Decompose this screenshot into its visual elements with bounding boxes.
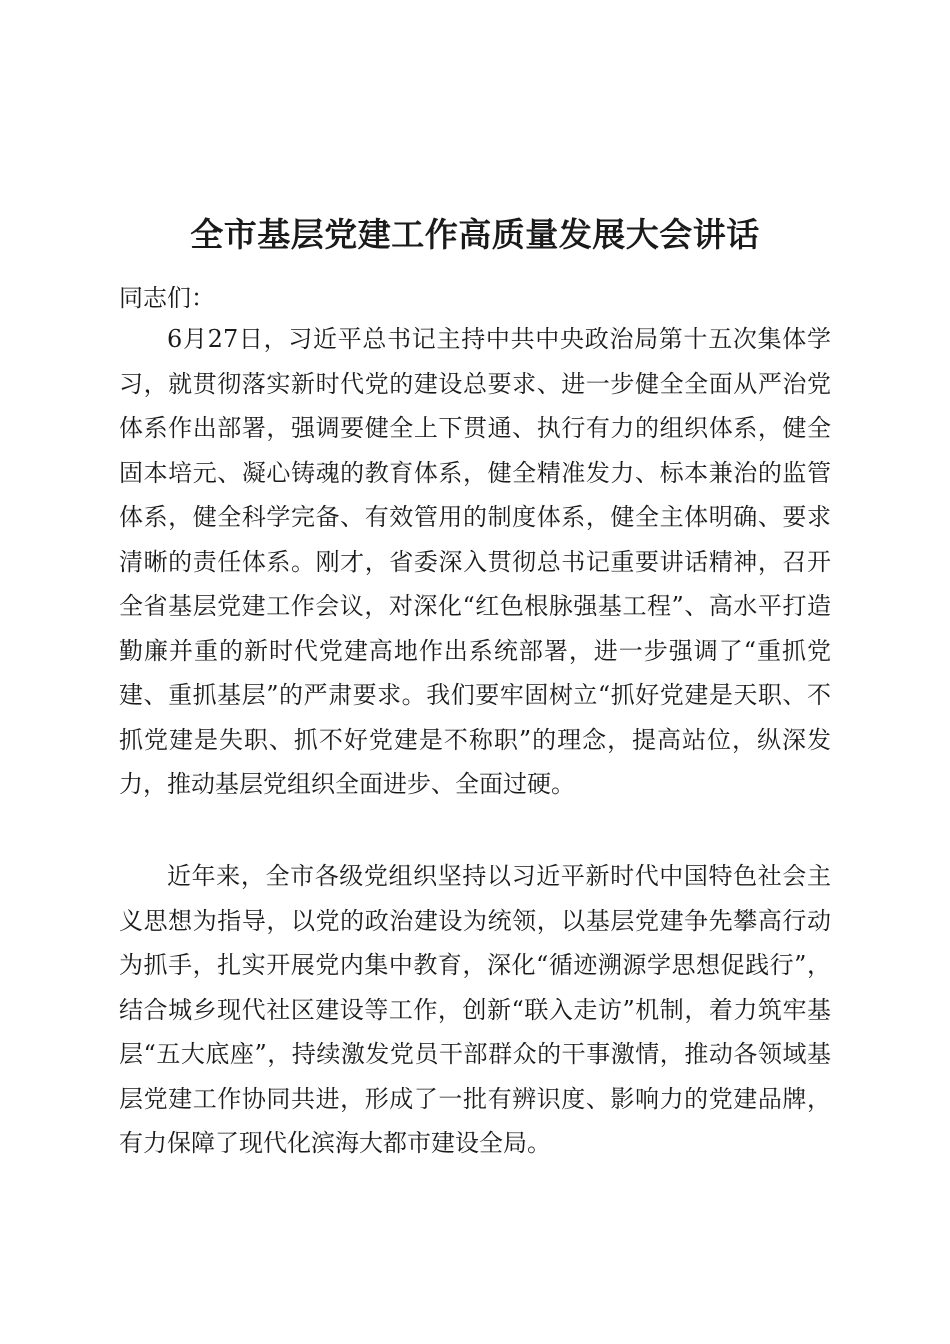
body-paragraph-2: 近年来，全市各级党组织坚持以习近平新时代中国特色社会主义思想为指导，以党的政治建设为统领，以基层党建争先攀高行动为抓手，扎实开展党内集中教育，深化“循迹溯源学思想促践行”，结合城乡现代社区建设等工作，创新“联入走访”机制，着力筑牢基层“五大底座”，持续激发党员干部群众的干事激情，推动各领域基层党建工作协同共进，形成了一批有辨识度、影响力的党建品牌，有力保障了现代化滨海大都市建设全局。 — [119, 862, 831, 1157]
salutation: 同志们： — [119, 284, 215, 312]
body-paragraph-1: 6月27日，习近平总书记主持中共中央政治局第十五次集体学习，就贯彻落实新时代党的建设总要求、进一步健全全面从严治党体系作出部署，强调要健全上下贯通、执行有力的组织体系，健全固本培元、凝心铸魂的教育体系，健全精准发力、标本兼治的监管体系，健全科学完备、有效管用的制度体系，健全主体明确、要求清晰的责任体系。刚才，省委深入贯彻总书记重要讲话精神，召开全省基层党建工作会议，对深化“红色根脉强基工程”、高水平打造勤廉并重的新时代党建高地作出系统部署，进一步强调了“重抓党建、重抓基层”的严肃要求。我们要牢固树立“抓好党建是天职、不抓党建是失职、抓不好党建是不称职”的理念，提高站位，纵深发力，推动基层党组织全面进步、全面过硬。 — [119, 325, 831, 798]
document-title: 全市基层党建工作高质量发展大会讲话 — [190, 215, 760, 254]
